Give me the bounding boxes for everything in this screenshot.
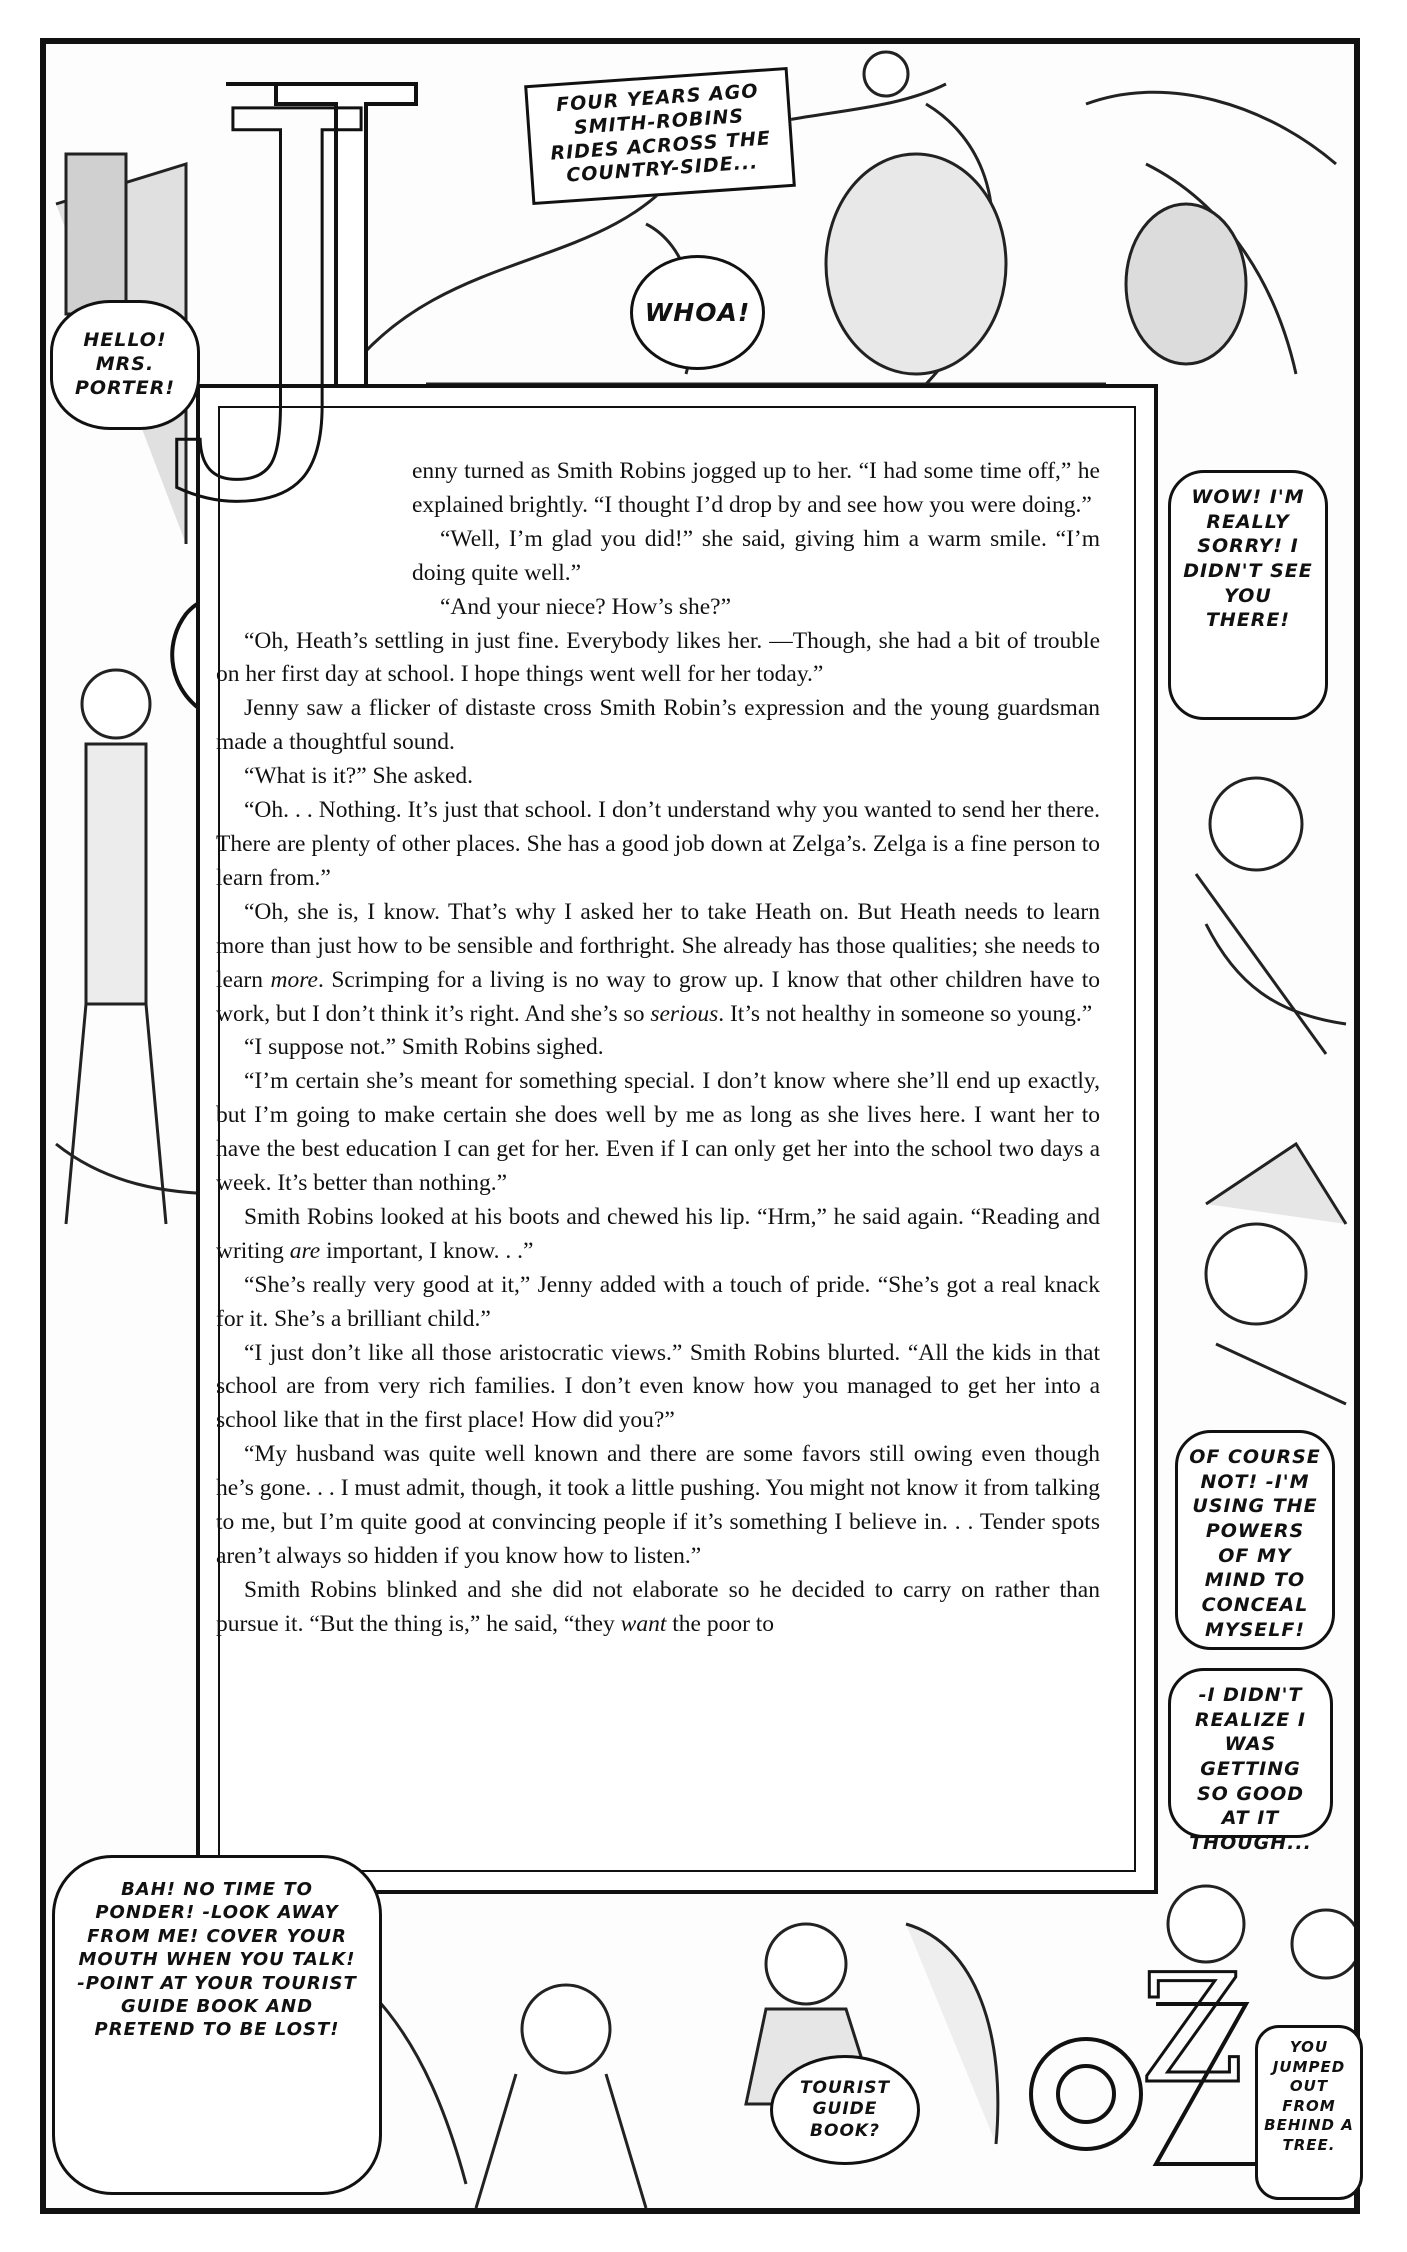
bottom-scene-art [266,1886,1354,2208]
text-run: . It’s not healthy in someone so young.” [718,1000,1093,1027]
story-paragraph: Jenny saw a flicker of distaste cross Smith Robin’s expression and the young guardsman made a thoughtful sound. [216,695,1100,756]
text-run: . Scrimping for a living is no way to grow up. I know that other children have to work, but I don’t think it’s right. And she’s so [216,966,1100,1027]
text-run: “Oh, she is, I know. That’s why I asked her to take Heath on. But Heath needs to learn more than just how to be sensible and forthright. She already has those qualities; she needs to learn [216,898,1100,993]
speech-bubble-of-course: OF COURSE NOT! -I'M USING THE POWERS OF MY MIND TO CONCEAL MYSELF! [1175,1430,1335,1650]
speech-bubble-wow-sorry: WOW! I'M REALLY SORRY! I DIDN'T SEE YOU THERE! [1168,470,1328,720]
emphasis: are [289,1237,321,1264]
text-run: Smith Robins blinked and she did not elaborate so he decided to carry on rather than pursue it. “But the thing is,” he said, “they [216,1576,1100,1637]
emphasis: serious [650,1000,719,1027]
oz-ornament [1031,2004,1256,2164]
story-paragraph [216,1574,1100,1642]
story-paragraph: “My husband was quite well known and there are some favors still owing even though he’s gone. . . I must admit, though, it took a little pushing. You might not know it from talking to me, but I’m quite good at convincing people if it’s something I believe in. . . Tender spots aren’t always so hidden if you know how to listen.” [216,1441,1100,1569]
speech-bubble-jumped-out: YOU JUMPED OUT FROM BEHIND A TREE. [1255,2025,1363,2200]
story-paragraph: “Oh. . . Nothing. It’s just that school. I don’t understand why you wanted to send her there. There are plenty of other places. She has a good job down at Zelga’s. Zelga is a fine person to learn from.” [216,797,1100,891]
speech-bubble-whoa: WHOA! [630,255,765,370]
story-paragraph: “She’s really very good at it,” Jenny added with a touch of pride. “She’s got a real knack for it. She’s a brilliant child.” [216,1271,1100,1332]
caption-box-top: FOUR YEARS AGO SMITH-ROBINS RIDES ACROSS THE COUNTRY-SIDE... [524,67,796,205]
story-paragraph: “And your niece? How’s she?” [440,593,732,620]
story-text [216,455,1100,1642]
text-run: important, I know. . .” [320,1237,534,1264]
emphasis: more [270,966,318,993]
text-run: the poor to [666,1610,775,1637]
story-paragraph: “I’m certain she’s meant for something special. I don’t know where she’ll end up exactly, but I’m going to make certain she does well by me as long as she lives here. I want her to have the best education I can get for her. Even if I can only get her into the school two days a week. It’s better than nothing.” [216,1068,1100,1197]
speech-bubble-bah: BAH! NO TIME TO PONDER! -LOOK AWAY FROM ME! COVER YOUR MOUTH WHEN YOU TALK! -POINT AT YOUR TOURIST GUIDE BOOK AND PRETEND TO BE LOST! [52,1855,382,2195]
story-paragraph: “I just don’t like all those aristocratic views.” Smith Robins blurted. “All the kids in that school are from very rich families. I don’t even know how you managed to get her into a school like that in the first place! How did you?” [216,1339,1100,1434]
right-scene-art [1196,778,1346,1404]
story-paragraph [216,1201,1100,1269]
story-paragraph: “Well, I’m glad you did!” she said, giving him a warm smile. “I’m doing quite well.” [412,525,1100,586]
top-scene-art [346,52,1336,384]
story-paragraph: enny turned as Smith Robins jogged up to her. “I had some time off,” he explained brightly. “I thought I’d drop by and see how you were doing.” [412,458,1100,518]
story-paragraph: “Oh, Heath’s settling in just fine. Everybody likes her. —Though, she had a bit of trouble on her first day at school. I hope things went well for her today.” [216,627,1100,688]
story-paragraph [216,896,1100,1032]
story-paragraph: “I suppose not.” Smith Robins sighed. [244,1034,604,1061]
speech-bubble-hello: HELLO! MRS. PORTER! [50,300,200,430]
speech-bubble-tourist-guide: TOURIST GUIDE BOOK? [770,2055,920,2165]
speech-bubble-didnt-realize: -I DIDN'T REALIZE I WAS GETTING SO GOOD AT IT THOUGH... [1168,1668,1333,1838]
text-run: Smith Robins looked at his boots and chewed his lip. “Hrm,” he said again. “Reading and writing [216,1203,1100,1264]
story-paragraph: “What is it?” She asked. [244,763,474,790]
emphasis: want [620,1610,667,1637]
